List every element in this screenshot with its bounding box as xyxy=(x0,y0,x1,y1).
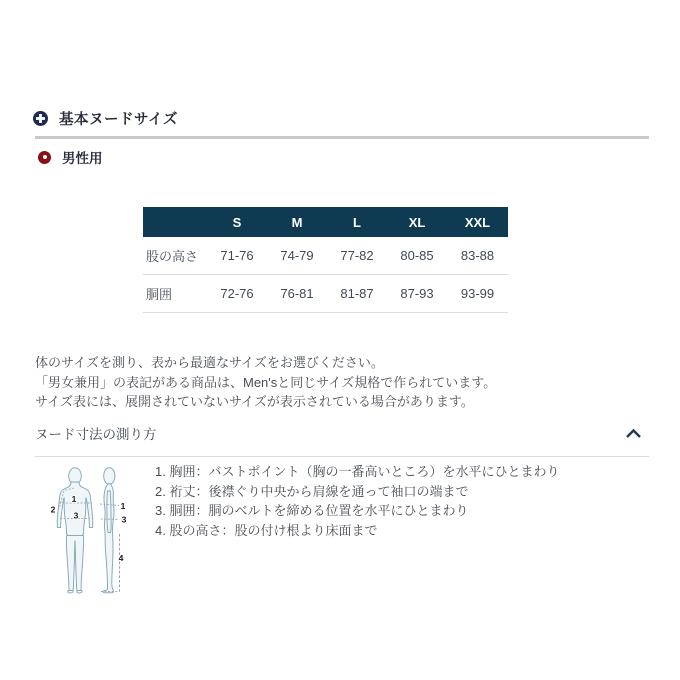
size-cell: 80-85 xyxy=(387,237,447,275)
figure-label-waist-front: 3 xyxy=(73,510,79,521)
table-row-crotch-height xyxy=(143,237,508,275)
figure-label-chest-front: 1 xyxy=(71,494,77,504)
list-item: 1. 胸囲：バストポイント（胸の一番高いところ）を水平にひとまわり xyxy=(155,464,560,479)
front-body-outline xyxy=(57,468,93,593)
subsection-heading-mens xyxy=(38,147,103,167)
list-item: 3. 胴囲：胴のベルトを締める位置を水平にひとまわり xyxy=(155,503,469,518)
column-header-s: S xyxy=(207,207,267,237)
section-heading-label: 基本ヌードサイズ xyxy=(59,112,178,128)
section-divider xyxy=(35,136,649,139)
size-table-corner-cell xyxy=(143,207,207,237)
size-cell: 93-99 xyxy=(447,275,508,313)
measuring-method-title: ヌード寸法の測り方 xyxy=(35,427,157,442)
note-line: サイズ表には、展開されていないサイズが表示されている場合があります。 xyxy=(35,394,474,409)
figure-label-height: 4 xyxy=(118,553,124,563)
figure-label-waist-side: 3 xyxy=(121,514,127,525)
chevron-up-icon[interactable] xyxy=(625,428,649,439)
plus-circle-icon xyxy=(33,111,48,126)
row-label: 股の高さ xyxy=(143,237,207,275)
size-cell: 83-88 xyxy=(447,237,508,275)
mens-size-table xyxy=(143,207,508,313)
size-table-header-row xyxy=(143,207,508,237)
column-header-xxl: XXL xyxy=(447,207,508,237)
size-cell: 81-87 xyxy=(327,275,387,313)
section-heading-basic-nude-size xyxy=(33,108,178,129)
size-notes xyxy=(35,353,496,412)
table-row-waist xyxy=(143,275,508,313)
size-cell: 74-79 xyxy=(267,237,327,275)
size-cell: 71-76 xyxy=(207,237,267,275)
column-header-m: M xyxy=(267,207,327,237)
column-header-xl: XL xyxy=(387,207,447,237)
measuring-method-accordion-header[interactable] xyxy=(35,421,649,445)
side-body-outline xyxy=(103,468,115,593)
subsection-heading-label: 男性用 xyxy=(62,151,103,166)
list-item: 4. 股の高さ：股の付け根より床面まで xyxy=(155,522,378,538)
measurement-figure xyxy=(48,462,143,602)
figure-label-chest-side: 1 xyxy=(120,501,126,511)
size-cell: 77-82 xyxy=(327,237,387,275)
note-line: 「男女兼用」の表記がある商品は、Men'sと同じサイズ規格で作られています。 xyxy=(35,374,497,390)
row-label: 胴囲 xyxy=(143,275,207,313)
column-header-l: L xyxy=(327,207,387,237)
size-cell: 76-81 xyxy=(267,275,327,313)
size-cell: 72-76 xyxy=(207,275,267,313)
figure-label-sleeve: 2 xyxy=(50,504,56,515)
bullet-dot-icon xyxy=(38,151,51,164)
size-cell: 87-93 xyxy=(387,275,447,313)
accordion-divider xyxy=(35,456,649,457)
note-line: 体のサイズを測り、表から最適なサイズをお選びください。 xyxy=(35,355,384,370)
list-item: 2. 裄丈：後襟ぐり中央から肩線を通って袖口の端まで xyxy=(155,483,469,499)
measuring-instructions-list xyxy=(155,462,559,540)
